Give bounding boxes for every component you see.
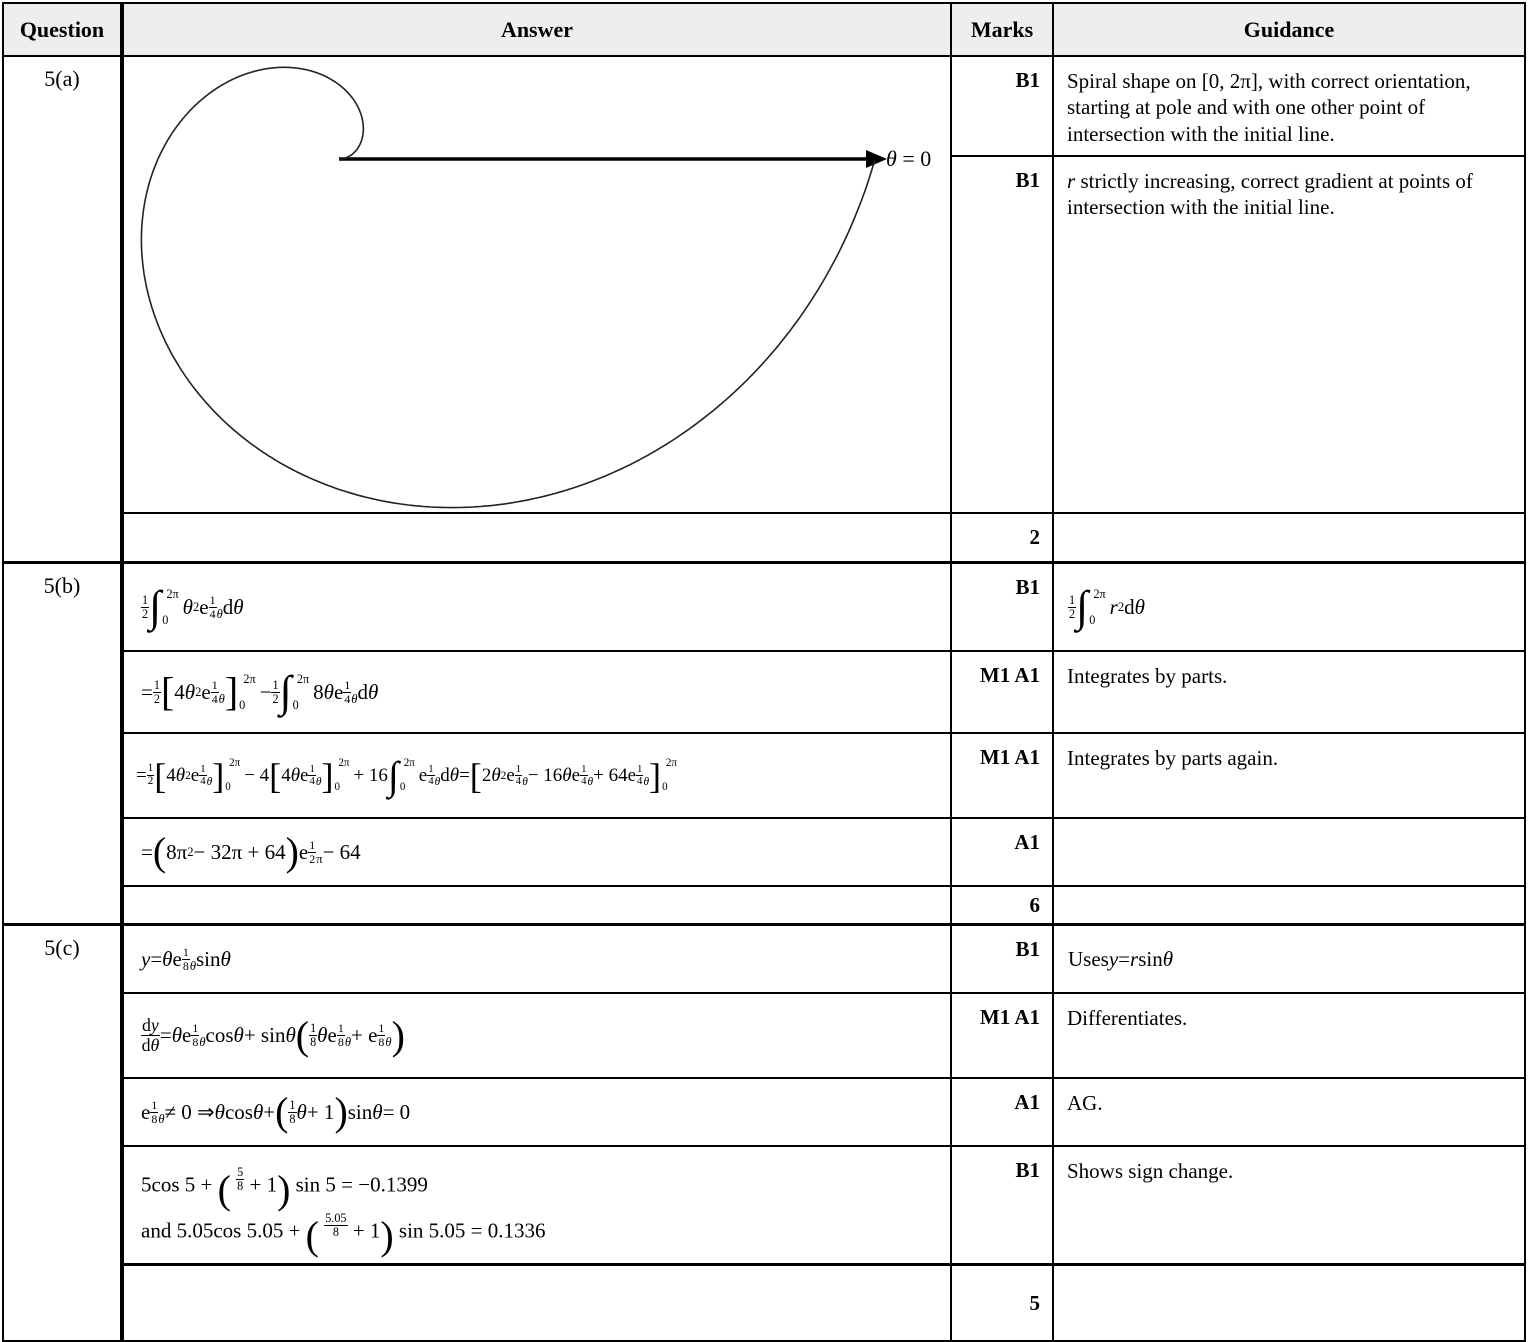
answer-5c-4-line1: 5cos 5 + ( $\frac{5}{8}$ + 1) sin 5 = −0.1399	[141, 1165, 428, 1213]
empty-cell	[124, 514, 952, 564]
mark-scheme-table	[2, 2, 1526, 1342]
guidance-5a-2: r strictly increasing, correct gradient at points of intersection with the initial line.	[1054, 157, 1524, 514]
header-guidance: Guidance	[1054, 4, 1524, 57]
empty-cell	[124, 1266, 952, 1340]
answer-5b-4: = ( 8π 2 − 32π + 64 ) e $\frac{1}{2}$ π − 64	[124, 819, 952, 887]
spiral-svg	[124, 57, 948, 510]
guidance-5c-3: AG.	[1054, 1079, 1524, 1147]
answer-5c-2: dy dθ = θ e $\frac{1}{8}$ θ cos θ + sin θ ( 1 8 θ e $\frac{1}{8}$ θ + e $\frac{1}{8}$ θ )	[124, 994, 952, 1079]
subtotal-5b: 6	[952, 887, 1054, 926]
mark-5c-3: A1	[952, 1079, 1054, 1147]
mark-5b-2: M1 A1	[952, 652, 1054, 734]
spiral-curve	[141, 67, 874, 507]
guidance-5c-1: Uses y = r sin θ	[1054, 926, 1524, 994]
answer-5c-4	[124, 1147, 952, 1266]
guidance-5c-2: Differentiates.	[1054, 994, 1524, 1079]
spiral-diagram	[124, 57, 952, 514]
guidance-5b-3: Integrates by parts again.	[1054, 734, 1524, 819]
question-label-5c: 5(c)	[4, 926, 124, 1340]
empty-cell	[1054, 514, 1524, 564]
header-question: Question	[4, 4, 124, 57]
mark-5a-2: B1	[952, 157, 1054, 514]
guidance-5a-1: Spiral shape on [0, 2π], with correct orientation, starting at pole and with one other point of intersection with the initial line.	[1054, 57, 1524, 157]
empty-cell	[124, 887, 952, 926]
question-label-5a: 5(a)	[4, 57, 124, 564]
mark-5b-4: A1	[952, 819, 1054, 887]
mark-5c-2: M1 A1	[952, 994, 1054, 1079]
initial-line-label: θ = 0	[886, 146, 932, 171]
mark-5c-1: B1	[952, 926, 1054, 994]
subtotal-5a: 2	[952, 514, 1054, 564]
answer-5c-4-line2: and 5.05cos 5.05 + ( $\frac{5.05}{8}$ + 1) sin 5.05 = 0.1336	[141, 1211, 546, 1258]
answer-5b-3: = 1 2 [ 4 θ 2 e $\frac{1}{4}$ θ ] 2π 0 − 4 [ 4 θ e $\frac{1}{4}$ θ ] 2π 0 + 16 ∫ 2π 0 e $\frac{1}{4}$ θ d θ = [ 2 θ 2 e $\frac{1}{4}$ θ − 16 θ e $\frac{1}{4}$ θ + 64e $\frac{1}{4}$ θ ] 2π 0	[124, 734, 952, 819]
answer-5b-2: = 1 2 [ 4 θ 2 e $\frac{1}{4}$ θ ] 2π 0 − 1 2 ∫ 2π 0 8 θ e $\frac{1}{4}$ θ d θ	[124, 652, 952, 734]
answer-5c-1: y = θ e $\frac{1}{8}$ θ sin θ	[124, 926, 952, 994]
guidance-5b-1: 1 2 ∫ 2π 0 r 2 d θ	[1054, 564, 1524, 652]
answer-5b-1: 1 2 ∫ 2π 0 θ 2 e $\frac{1}{4}$ θ d θ	[124, 564, 952, 652]
answer-5c-3: e $\frac{1}{8}$ θ ≠ 0 ⇒ θ cos θ + ( 1 8 θ + 1 ) sin θ = 0	[124, 1079, 952, 1147]
header-answer: Answer	[124, 4, 952, 57]
mark-5b-3: M1 A1	[952, 734, 1054, 819]
guidance-5b-2: Integrates by parts.	[1054, 652, 1524, 734]
empty-cell	[1054, 1266, 1524, 1340]
header-marks: Marks	[952, 4, 1054, 57]
question-label-5b: 5(b)	[4, 564, 124, 926]
empty-cell	[1054, 887, 1524, 926]
mark-5c-4: B1	[952, 1147, 1054, 1266]
mark-5b-1: B1	[952, 564, 1054, 652]
initial-line-arrowhead	[866, 150, 887, 168]
guidance-5b-4	[1054, 819, 1524, 887]
subtotal-5c: 5	[952, 1266, 1054, 1340]
mark-5a-1: B1	[952, 57, 1054, 157]
guidance-5c-4: Shows sign change.	[1054, 1147, 1524, 1266]
